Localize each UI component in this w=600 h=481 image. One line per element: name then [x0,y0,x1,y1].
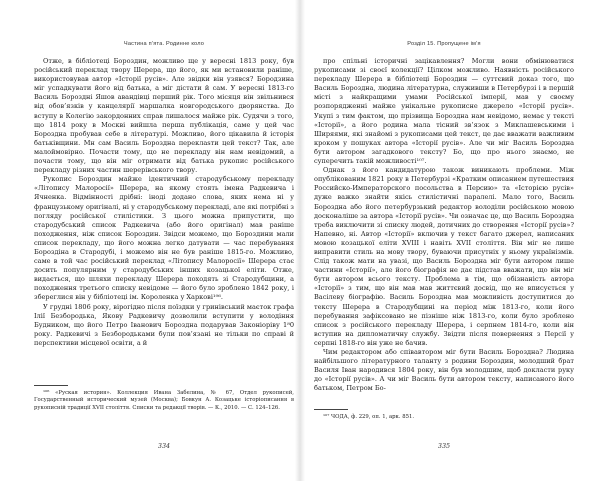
book-gutter [295,0,305,481]
left-body-text [34,57,294,348]
footnote-rule [314,409,348,410]
paragraph: Чим редактором або співавтором міг бути Василь Бороздна? Людина найбільшого літературного таланту з родини Бороздин, молодший брат Василя Іван народився 1804 року, він був молодшим, щоб докласти руку до «Історії русів». А чи міг Василь бути автором тексту, написаного його батьком, Петром Бо- [314,348,574,393]
running-head-right: Розділ 15. Пропущене ім’я [407,41,481,47]
page-number-right: 335 [437,442,451,450]
footnote-rule [34,385,68,386]
paragraph: Рукопис Бороздин майже ідентичний стародубському перекладу «Літопису Малоросії» Шерера, на якому стоять імена Радкевича і Ячненка. Відмінності дрібні: іноді додано слова, яких нема ні у французькому оригіналі, ні у стародубському перекладі, але які потрібні з погляду російської стилістики. З цього можна припустити, що стародубський список Радкевича (або його оригінал) мав раніше походження, ніж список Бороздин. Звідси можемо, що Бороздини мали список перекладу, що його можна легко датувати — час перебування Бороздіна в Стародубі, і можемо він не був раніше 1815-го. Можливо, саме в той час російський переклад «Літопису Малоросії» Шерера стає досить популярним у стародубських інших козацької еліти. Отже, видається, що шляхи перекладу Шерера походять зі Стародубщини, а походження третього списку невідоме — його було зроблено 1842 року, і збереглися він у бібліотеці ім. Короленка у Харкові¹⁰⁶. [34,175,294,302]
running-head-left: Частина п’ята. Родинне коло [123,41,205,47]
footnote: ¹⁰⁷ ЧОДА, ф. 229, оп. 1, арк. 851. [323,414,415,420]
right-body-text [314,57,574,393]
left-page [34,0,294,481]
footnote: ¹⁰⁶ «Руская история». Коллекция Ивана Забелина, № 67, Отдел рукописей, Государственный исторический музей (Москва); Бовкун А. Козацьке історіописання в рукописній традиції XVII століття. Списки та редакції творів. — К., 2010. — С. 124–126. [34,390,294,411]
paragraph: про спільні історичні зацікавлення? Могли вони обмінюватися рукописами зі своєї колекції? Цілком можливо. Наявність російського перекладу Шерера в бібліотеці Бороздин — суттєвий доказ того, що Василь Бороздна, людина літературна, служивши в Петербурзі і в першій місті з найкращими умами Російської імперії, мав у своєму розпорядженні майже унікальне рукописне джерело «Історії русів». Укупі з тим фактом, що прізвища Бороздна нам невідомо, немає у тексті «Історії», а його родина мала тісний зв’язок з Миклашевськими і Ширяями, які знайомі з рукописами цей текст, це дає вважати важливим кроком у пошуках автора «Історії русів». Але чи міг Василь Бороздна бути автором загадкового тексту? Бо, що про нього знаємо, не суперечить такій можливості¹⁰⁷. [314,57,574,166]
paragraph: Отже, в бібліотеці Бороздин, можливо ще у вересні 1813 року, був російський переклад твору Шерера, що його, як ми встановили раніше, використовував автор «Історії русів». Але звідки він узявся? Бородзина міг успадкувати його від батька, а міг дістати й сам. У вересні 1813-го Василь Бороздні Яшов авандівці перший рік. Того місяця він звільнився від обов’язків у канцелярії маршалка новгородського дворянства. До вступу в Колегію закордонних справ лишалося майже рік. Судячи з того, що 1814 року в Москві вийшла перша публікація, саме у цей час Бороздна пробував себе в літературі. Можливо, його цікавила й історія батьківщини. Мн сам Василь Бороздна переклasти цей текст? Так, але малоймовірно. Почасти тому, що не перекладу він нам невідомий, а почасти тому, що він міг отримати від батька рукопис російського перекладу різних частин шерерівського твору. [34,57,294,175]
page-number-left: 334 [157,442,171,450]
right-page [314,0,574,481]
right-footnotes [314,414,574,421]
left-footnotes [34,390,294,412]
paragraph: Однак з його кандидатурою також виникають проблеми. Між опублікованим 1821 року в Петербурзі «Кратким описанием путешествия Российско-Императорского посольства в Персию» та «Історією русів» дуже важко знайти якісь стилістичні паралелі. Мало того, Василь Бороздна або його петербурзький редактор володіли російською мовою досконаліше за автора «Історії русів». Чи означає це, що Василь Бороздна треба виключити зі списку людей, дотичних до створення «Історії русів»? Напевно, ні. Автор «Історії» включив у текст багато джерел, написаних мовою козацької еліти XVIII і навіть XVII століття. Він міг не лише виправити стиль на мову твору, буваючи присутніх у ньому українізмів. Слід також мати на увазі, що Василь Бороздна міг бути автором лише частини «Історії», але його біографія не дає підстав вважати, що він міг бути автором всього тексту. Проблема в тім, що обізнаність автора «Історії» з тим, що він мав мав життєвий досвід, що не вписується у Васілеву біографію. Василь Бороздна мав можливість доступитися до тексту Шерера в Стародубщині на період між 1813-го, коли його перебування зафіксовано не пізніше ніж 1813-го, коли було зроблено список з російського перекладу Шерера, і серпнем 1814-го, коли він вступив на дипломатичну службу. Звідти після повернення з Персії у серпні 1818-го він уже не бачив. [314,166,574,347]
paragraph: У грудні 1806 року, вірогідно після поїздки у гринівський маєток графа Ілії Безбородька, Якову Радкевичу дозволили вступити у володіння Будником, що його Петро Іванович Бороздна подарував Законіоріву 1⁸0 року. Радкевичі з Безбородьками були пов’язані не тільки по справі й перспективи місцевої освіти, а й [34,302,294,347]
